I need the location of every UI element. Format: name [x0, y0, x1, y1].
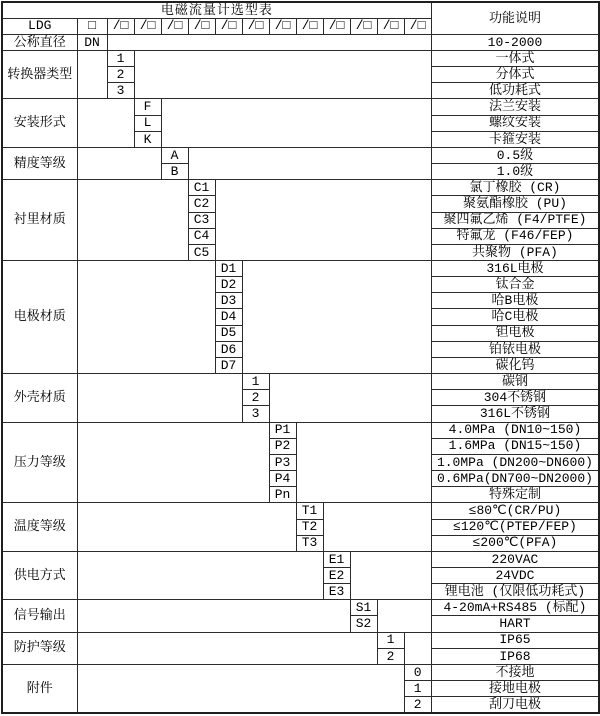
spacer-cell [77, 261, 215, 374]
option-code-cell: Pn [269, 487, 296, 503]
option-function-cell: 304不锈钢 [431, 390, 599, 406]
option-function-cell: 钛合金 [431, 277, 599, 293]
option-function-cell: 锂电池 (仅限低功耗式) [431, 584, 599, 600]
category-label: 附件 [2, 664, 77, 713]
category-label: 转换器类型 [2, 50, 77, 98]
option-code-cell: 3 [242, 406, 269, 422]
category-label: 外壳材质 [2, 374, 77, 422]
spacer-cell [296, 422, 431, 503]
spacer-cell [77, 50, 107, 98]
spacer-cell [107, 34, 431, 50]
table-row [2, 99, 599, 115]
category-label: 公称直径 [2, 34, 77, 50]
spacer-cell [242, 261, 431, 374]
option-function-cell: 分体式 [431, 67, 599, 83]
option-function-cell: 0.5级 [431, 147, 599, 163]
model-code-slot: /□ [323, 18, 350, 34]
category-label: 电极材质 [2, 261, 77, 374]
option-function-cell: 接地电极 [431, 681, 599, 697]
table-row [2, 2, 599, 18]
option-function-cell: 碳钢 [431, 374, 599, 390]
model-prefix-cell: LDG [2, 18, 77, 34]
option-code-cell: B [161, 164, 188, 180]
option-function-cell: 220VAC [431, 551, 599, 567]
model-code-slot: /□ [215, 18, 242, 34]
option-code-cell: DN [77, 34, 107, 50]
model-code-slot: /□ [269, 18, 296, 34]
model-code-slot: /□ [188, 18, 215, 34]
table-row [2, 600, 599, 616]
spacer-cell [377, 600, 431, 632]
option-code-cell: P2 [269, 438, 296, 454]
option-code-cell: D3 [215, 293, 242, 309]
spacer-cell [77, 632, 377, 664]
option-code-cell: D1 [215, 261, 242, 277]
function-column-header: 功能说明 [431, 2, 599, 34]
option-code-cell: 3 [107, 83, 134, 99]
option-function-cell: 10-2000 [431, 34, 599, 50]
option-code-cell: D7 [215, 357, 242, 373]
option-function-cell: 4-20mA+RS485 (标配) [431, 600, 599, 616]
spacer-cell [215, 180, 431, 261]
category-label: 温度等级 [2, 503, 77, 551]
table-row [2, 180, 599, 196]
model-code-slot: □ [77, 18, 107, 34]
option-function-cell: 1.0级 [431, 164, 599, 180]
option-code-cell: C4 [188, 228, 215, 244]
spacer-cell [77, 503, 296, 551]
category-label: 安装形式 [2, 99, 77, 147]
option-code-cell: D4 [215, 309, 242, 325]
spacer-cell [77, 600, 350, 632]
option-function-cell: 共聚物 (PFA) [431, 244, 599, 260]
option-function-cell: 316L不锈钢 [431, 406, 599, 422]
option-code-cell: 2 [377, 648, 404, 664]
table-row [2, 374, 599, 390]
category-label: 防护等级 [2, 632, 77, 664]
option-code-cell: C3 [188, 212, 215, 228]
option-code-cell: E1 [323, 551, 350, 567]
spacer-cell [77, 374, 242, 422]
option-function-cell: IP65 [431, 632, 599, 648]
option-code-cell: 2 [107, 67, 134, 83]
selection-table-body [2, 2, 599, 713]
option-code-cell: L [134, 115, 161, 131]
spacer-cell [77, 147, 161, 179]
option-code-cell: E2 [323, 567, 350, 583]
option-function-cell: ≤120℃(PTEP/FEP) [431, 519, 599, 535]
option-code-cell: P4 [269, 471, 296, 487]
spacer-cell [269, 374, 431, 422]
spacer-cell [134, 50, 431, 98]
option-code-cell: D5 [215, 325, 242, 341]
option-code-cell: F [134, 99, 161, 115]
model-code-slot: /□ [404, 18, 431, 34]
option-function-cell: 24VDC [431, 567, 599, 583]
option-code-cell: 1 [377, 632, 404, 648]
option-function-cell: 螺纹安装 [431, 115, 599, 131]
option-code-cell: T3 [296, 535, 323, 551]
spacer-cell [404, 632, 431, 664]
table-row [2, 551, 599, 567]
option-function-cell: 1.6MPa (DN15~150) [431, 438, 599, 454]
table-row [2, 147, 599, 163]
option-code-cell: 1 [242, 374, 269, 390]
option-code-cell: T1 [296, 503, 323, 519]
table-row [2, 664, 599, 680]
option-code-cell: C1 [188, 180, 215, 196]
option-function-cell: 聚氨酯橡胶 (PU) [431, 196, 599, 212]
category-label: 信号输出 [2, 600, 77, 632]
category-label: 供电方式 [2, 551, 77, 599]
option-function-cell: ≤200℃(PFA) [431, 535, 599, 551]
model-code-slot: /□ [161, 18, 188, 34]
option-code-cell: 2 [404, 697, 431, 713]
option-code-cell: P3 [269, 454, 296, 470]
option-function-cell: 特殊定制 [431, 487, 599, 503]
spacer-cell [350, 551, 431, 599]
model-code-slot: /□ [377, 18, 404, 34]
option-code-cell: C2 [188, 196, 215, 212]
option-code-cell: 1 [404, 681, 431, 697]
option-function-cell: ≤80℃(CR/PU) [431, 503, 599, 519]
option-function-cell: 铂铱电极 [431, 341, 599, 357]
option-code-cell: S1 [350, 600, 377, 616]
option-function-cell: 不接地 [431, 664, 599, 680]
spacer-cell [77, 99, 134, 147]
spacer-cell [188, 147, 431, 179]
option-function-cell: 卡箍安装 [431, 131, 599, 147]
option-function-cell: 氯丁橡胶 (CR) [431, 180, 599, 196]
option-function-cell: 刮刀电极 [431, 697, 599, 713]
option-function-cell: 316L电极 [431, 261, 599, 277]
option-function-cell: 0.6MPa(DN700~DN2000) [431, 471, 599, 487]
option-function-cell: 碳化钨 [431, 357, 599, 373]
model-code-slot: /□ [350, 18, 377, 34]
table-row [2, 422, 599, 438]
option-code-cell: D6 [215, 341, 242, 357]
spacer-cell [77, 422, 269, 503]
table-title: 电磁流量计选型表 [2, 2, 431, 18]
option-function-cell: HART [431, 616, 599, 632]
option-code-cell: S2 [350, 616, 377, 632]
category-label: 衬里材质 [2, 180, 77, 261]
option-function-cell: 低功耗式 [431, 83, 599, 99]
option-function-cell: 哈C电极 [431, 309, 599, 325]
option-code-cell: 2 [242, 390, 269, 406]
option-function-cell: 哈B电极 [431, 293, 599, 309]
option-code-cell: T2 [296, 519, 323, 535]
option-function-cell: 法兰安装 [431, 99, 599, 115]
spacer-cell [77, 551, 323, 599]
model-code-slot: /□ [242, 18, 269, 34]
option-code-cell: D2 [215, 277, 242, 293]
option-code-cell: K [134, 131, 161, 147]
table-row [2, 261, 599, 277]
spacer-cell [161, 99, 431, 147]
option-function-cell: 一体式 [431, 50, 599, 66]
option-code-cell: A [161, 147, 188, 163]
option-code-cell: E3 [323, 584, 350, 600]
option-code-cell: 1 [107, 50, 134, 66]
option-code-cell: P1 [269, 422, 296, 438]
spacer-cell [323, 503, 431, 551]
spacer-cell [77, 180, 188, 261]
table-row [2, 50, 599, 66]
option-code-cell: C5 [188, 244, 215, 260]
model-code-slot: /□ [134, 18, 161, 34]
option-function-cell: 4.0MPa (DN10~150) [431, 422, 599, 438]
category-label: 精度等级 [2, 147, 77, 179]
table-row [2, 632, 599, 648]
table-row [2, 503, 599, 519]
option-function-cell: 钽电极 [431, 325, 599, 341]
table-row [2, 34, 599, 50]
option-function-cell: 1.0MPa (DN200~DN600) [431, 454, 599, 470]
category-label: 压力等级 [2, 422, 77, 503]
option-function-cell: IP68 [431, 648, 599, 664]
selection-table [1, 1, 600, 714]
model-code-slot: /□ [107, 18, 134, 34]
spacer-cell [77, 664, 404, 713]
option-code-cell: 0 [404, 664, 431, 680]
model-code-slot: /□ [296, 18, 323, 34]
option-function-cell: 聚四氟乙烯 (F4/PTFE) [431, 212, 599, 228]
option-function-cell: 特氟龙 (F46/FEP) [431, 228, 599, 244]
